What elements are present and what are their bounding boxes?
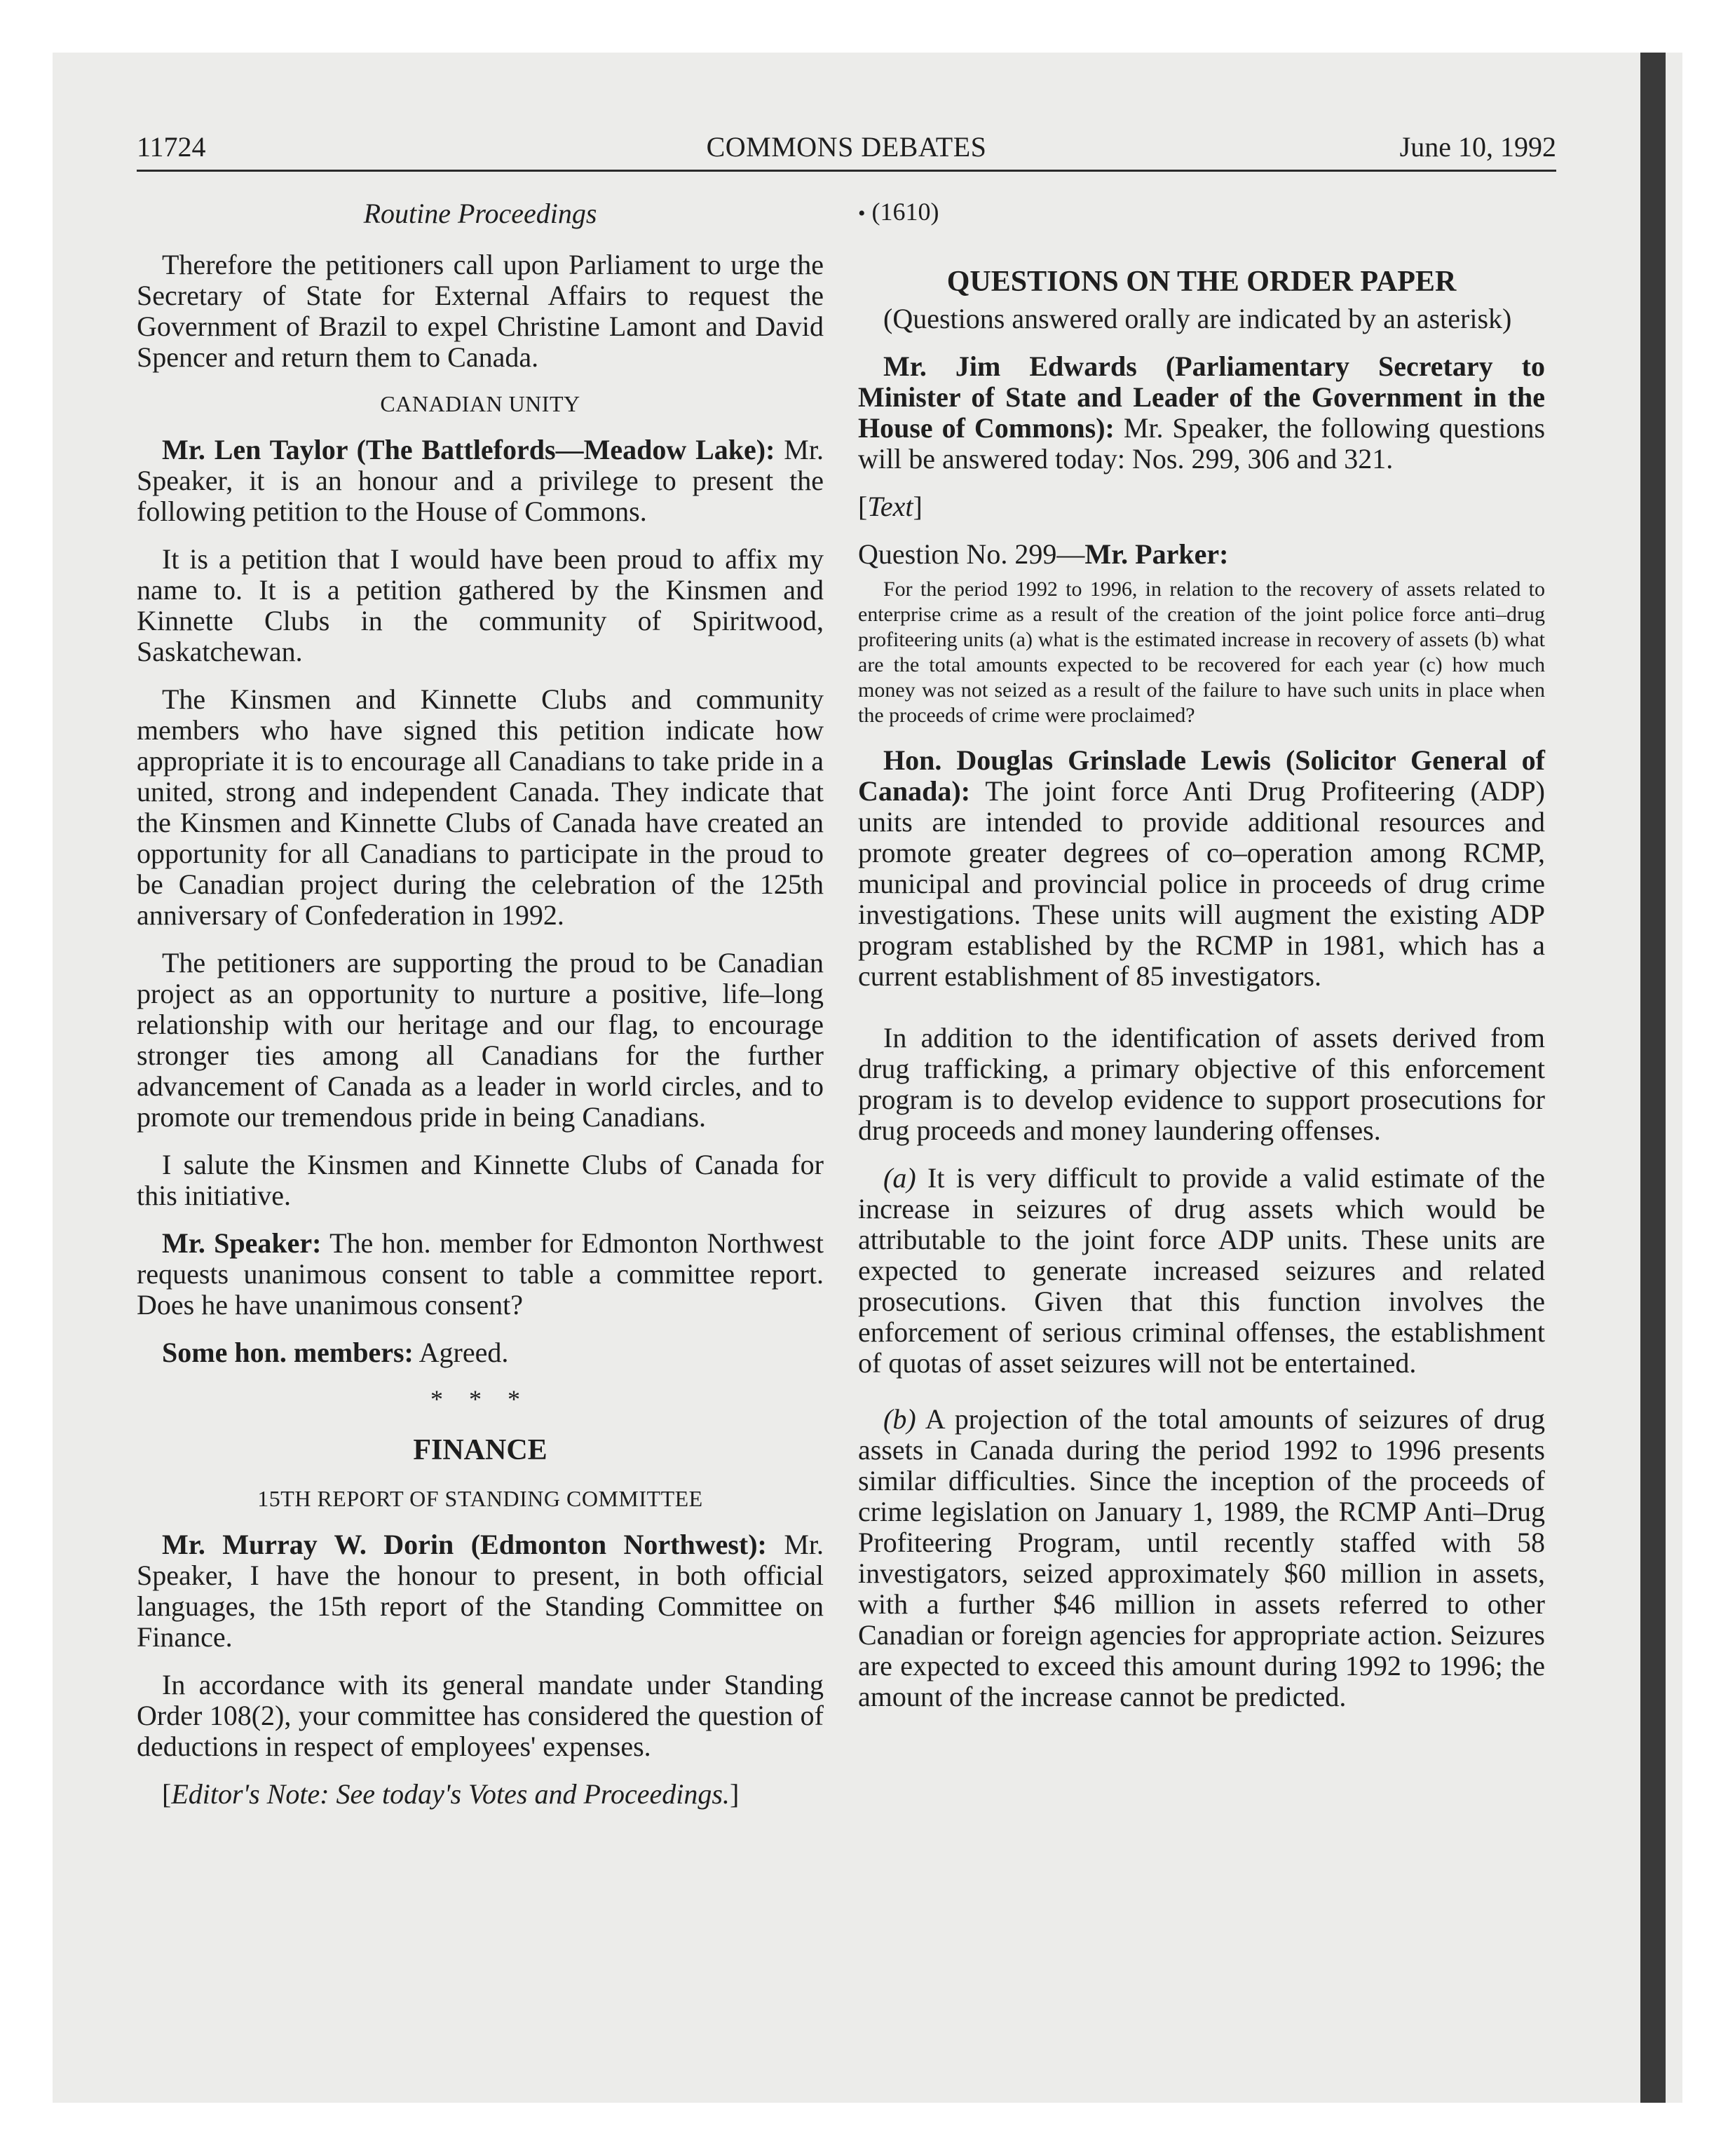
running-head (137, 130, 1556, 165)
speaker-intervention (137, 1228, 824, 1321)
dorin-intervention (137, 1529, 824, 1653)
header-rule (137, 170, 1556, 172)
edwards-intervention (858, 351, 1545, 475)
right-column (858, 196, 1545, 1729)
speech-text: Mr. Speaker, the following questions will be answered today: Nos. 299, 306 and 321. (858, 412, 1546, 475)
bullet-icon: • (858, 202, 866, 225)
section-break: * * * (430, 1385, 530, 1413)
speech-text: Agreed. (413, 1337, 509, 1368)
left-column (137, 196, 824, 1827)
issue-date: June 10, 1992 (1399, 131, 1556, 163)
lewis-answer (858, 745, 1545, 992)
page-number: 11724 (137, 131, 206, 163)
speaker-name: Mr. Jim Edwards (Parliamentary Secretary to Minister of State and Leader of the Government in the House of Commons): (858, 350, 1545, 444)
answer-part-a: (a) It is very difficult to provide a valid estimate of the increase in seizures of drug assets which would be attributable to the joint force ADP units. These units are expected to generate increased seizures and related prosecutions. Given that this function involves the enforcement of serious criminal offenses, the establishment of quotas of asset seizures will not be entertained. (858, 1162, 1545, 1379)
speech-text: Mr. Speaker, it is an honour and a privilege to present the following petition to the House of Commons. (137, 434, 824, 527)
page-edge (1666, 53, 1682, 2103)
speaker-name: Some hon. members: (162, 1337, 414, 1368)
speech-text: The hon. member for Edmonton Northwest requests unanimous consent to table a committee report. Does he have unanimous consent? (137, 1227, 824, 1321)
subhead-canadian-unity: CANADIAN UNITY (380, 391, 580, 416)
speaker-name: Mr. Murray W. Dorin (Edmonton Northwest): (162, 1529, 767, 1560)
text-marker: [Text] (858, 491, 923, 522)
speaker-name: Mr. Len Taylor (The Battlefords—Meadow Lake): (162, 434, 775, 465)
questions-note: (Questions answered orally are indicated by an asterisk) (883, 303, 1512, 334)
timestamp: • (1610) (858, 198, 939, 226)
question-title: Question No. 299—Mr. Parker: (858, 538, 1229, 570)
paragraph: The Kinsmen and Kinnette Clubs and community members who have signed this petition indicate how appropriate it is to encourage all Canadians to take pride in a united, strong and independent Canada. They indicate that the Kinsmen and Kinnette Clubs of Canada have created an opportunity for all Canadians to participate in the proud to be Canadian project during the celebration of the 125th anniversary of Confederation in 1992. (137, 683, 824, 931)
paragraph: The petitioners are supporting the proud to be Canadian project as an opportunity to nurture a positive, life–long relationship with our heritage and our flag, to encourage stronger ties among all Canadians for the further advancement of Canada as a leader in world circles, and to promote our tremendous pride in being Canadians. (137, 947, 824, 1133)
speaker-name: Hon. Douglas Grinslade Lewis (Solicitor General of Canada): (858, 744, 1545, 807)
speech-text: The joint force Anti Drug Profiteering (ADP) units are intended to provide additional resources and promote greater degrees of co–operation among RCMP, municipal and provincial police in proceeds of drug crime investigations. These units will augment the existing ADP program established by the RCMP in 1981, which has a current establishment of 85 investigators. (858, 775, 1545, 992)
editors-note: [Editor's Note: See today's Votes and Proceedings.] (162, 1778, 740, 1810)
paragraph: It is a petition that I would have been proud to affix my name to. It is a petition gathered by the Kinsmen and Kinnette Clubs in the community of Spiritwood, Saskatchewan. (137, 543, 824, 667)
petition-paragraph: Therefore the petitioners call upon Parliament to urge the Secretary of State for External Affairs to request the Government of Brazil to expel Christine Lamont and David Spencer and return them to Canada. (137, 249, 824, 373)
paragraph: I salute the Kinsmen and Kinnette Clubs of Canada for this initiative. (137, 1149, 824, 1211)
paragraph: In accordance with its general mandate under Standing Order 108(2), your committee has considered the question of deductions in respect of employees' expenses. (137, 1669, 824, 1762)
binding-shadow (1640, 53, 1666, 2103)
taylor-intervention (137, 435, 824, 527)
members-response (137, 1337, 824, 1368)
heading-questions: QUESTIONS ON THE ORDER PAPER (946, 266, 1457, 298)
question-body: For the period 1992 to 1996, in relation to the recovery of assets related to enterprise crime as a result of the creation of the joint police force anti–drug profiteering units (a) what is the estimated increase in recovery of assets (b) what are the total amounts expected to be recovered for each year (c) how much money was not seized as a result of the failure to have such units in place when the proceeds of crime were proclaimed? (858, 578, 1545, 727)
section-label: Routine Proceedings (363, 198, 597, 229)
heading-finance: FINANCE (413, 1434, 547, 1466)
answer-part-b: (b) A projection of the total amounts of seizures of drug assets in Canada during the period 1992 to 1996 presents similar difficulties. Since the inception of the proceeds of crime legislation on January 1, 1989, the RCMP Anti–Drug Profiteering Program, until recently staffed with 58 investigators, seized approximately $60 million in assets, with a further $46 million in assets referred to other Canadian or foreign agencies for appropriate action. Seizures are expected to exceed this amount during 1992 to 1996; the amount of the increase cannot be predicted. (858, 1403, 1545, 1712)
paragraph: In addition to the identification of assets derived from drug trafficking, a primary objective of this enforcement program is to develop evidence to support prosecutions for drug proceeds and money laundering offenses. (858, 1022, 1545, 1146)
speaker-name: Mr. Speaker: (162, 1227, 322, 1259)
speech-text: Mr. Speaker, I have the honour to present, in both official languages, the 15th report of the Standing Committee on Finance. (137, 1529, 824, 1653)
journal-title: COMMONS DEBATES (706, 131, 987, 163)
subhead-committee-report: 15TH REPORT OF STANDING COMMITTEE (257, 1486, 703, 1511)
